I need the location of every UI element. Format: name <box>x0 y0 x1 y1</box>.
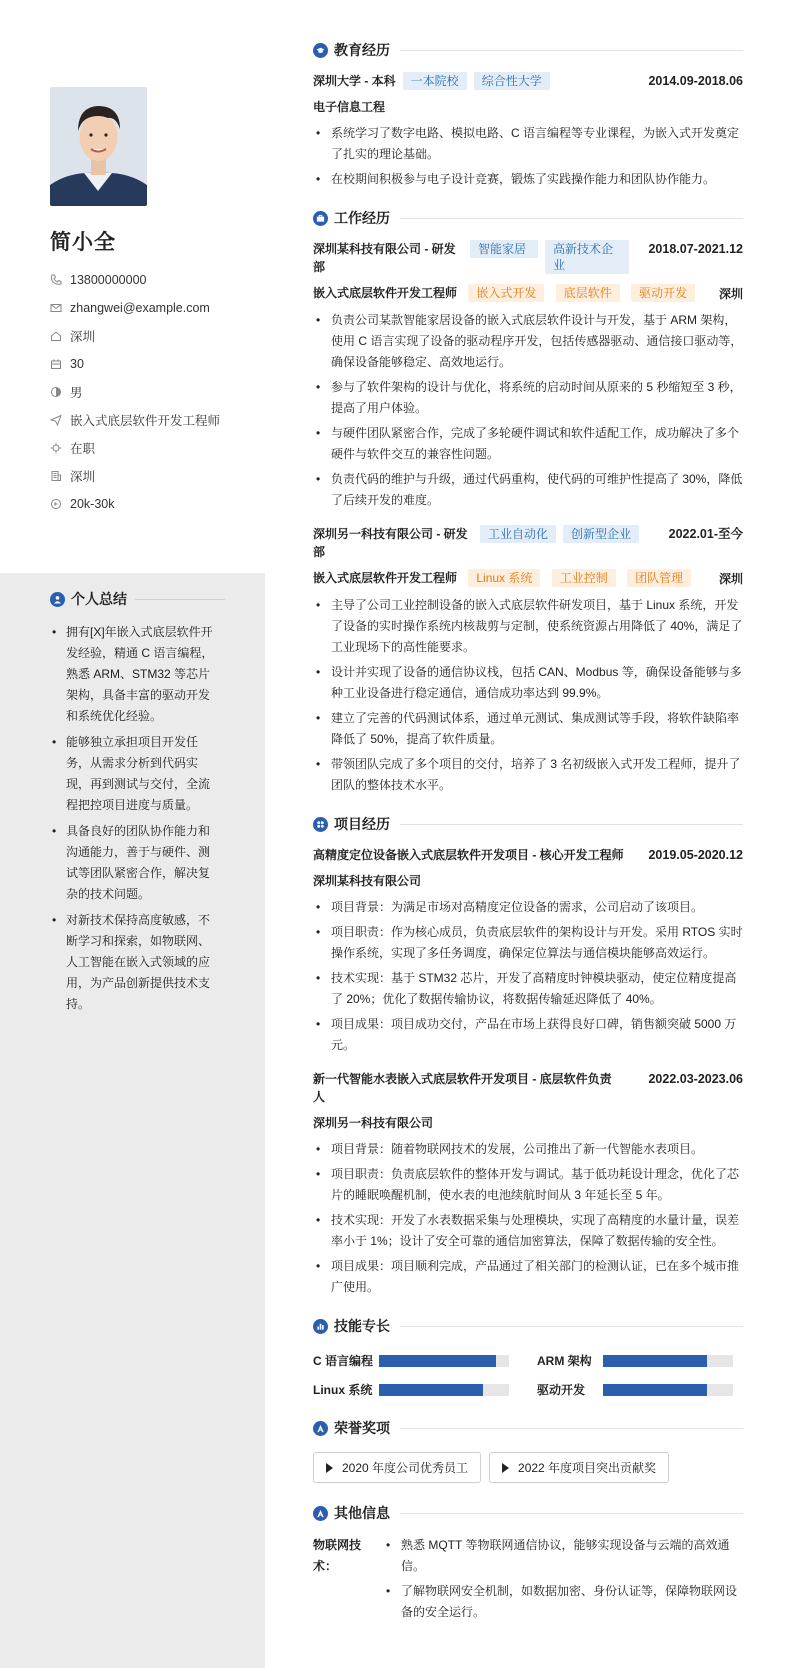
project-company-row <box>313 1114 743 1131</box>
job-bullets <box>313 310 743 511</box>
project-entry-head <box>313 1070 743 1106</box>
job-role-row <box>313 569 743 587</box>
info-salary <box>50 490 220 518</box>
list-item: • 技术实现：基于 STM32 芯片，开发了高精度时钟模块驱动，使定位精度提高了 20%；优化了数据传输协议，将数据传输延迟降低了 40%。 <box>313 968 743 1010</box>
skill-bar <box>379 1384 509 1396</box>
skill-fill <box>603 1384 707 1396</box>
company-tag: 工业自动化 <box>480 525 556 543</box>
awards-heading <box>313 1418 743 1438</box>
info-position-value: 嵌入式底层软件开发工程师 <box>70 414 221 428</box>
awards-title: 荣誉奖项 <box>334 1420 390 1436</box>
project-name: 新一代智能水表嵌入式底层软件开发项目 - 底层软件负责人 <box>313 1072 612 1104</box>
job-city: 深圳 <box>718 571 743 586</box>
summary-item: • 拥有[X]年嵌入式底层软件开发经验，精通 C 语言编程，熟悉 ARM、STM32 等芯片架构，具备丰富的驱动开发和系统优化经验。 <box>50 622 218 727</box>
other-row <box>313 1535 743 1627</box>
skill-item <box>537 1352 743 1369</box>
job-role-row <box>313 284 743 302</box>
job-city: 深圳 <box>718 286 743 301</box>
divider <box>400 824 743 825</box>
info-email-value: zhangwei@example.com <box>70 301 210 315</box>
briefcase-icon <box>313 211 328 226</box>
skill-name: Linux 系统 <box>313 1383 373 1397</box>
project-company: 深圳另一科技有限公司 <box>313 1116 434 1130</box>
info-age <box>50 350 220 378</box>
education-major-row <box>313 98 743 115</box>
skills-grid <box>313 1352 743 1398</box>
summary-item: • 具备良好的团队协作能力和沟通能力，善于与硬件、测试等团队紧密合作，解决复杂的技术问题。 <box>50 821 218 905</box>
list-item: • 技术实现：开发了水表数据采集与处理模块，实现了高精度的水量计量，误差率小于 1%；设计了安全可靠的通信加密算法，保障了数据传输的安全性。 <box>313 1210 743 1252</box>
project-company: 深圳某科技有限公司 <box>313 874 422 888</box>
info-icon <box>313 1506 328 1521</box>
projects-title: 项目经历 <box>334 816 390 832</box>
divider <box>400 1513 743 1514</box>
award-item <box>489 1452 669 1483</box>
other-label: 物联网技术： <box>313 1538 362 1573</box>
summary-item: • 能够独立承担项目开发任务，从需求分析到代码实现，再到测试与交付，全流程把控项目进度与质量。 <box>50 732 218 816</box>
info-work-city-value: 深圳 <box>70 470 96 484</box>
major: 电子信息工程 <box>313 100 386 114</box>
award-label: 2022 年度项目突出贡献奖 <box>518 1461 657 1475</box>
job-company: 深圳另一科技有限公司 - 研发部 <box>313 527 468 559</box>
list-item: • 在校期间积极参与电子设计竞赛，锻炼了实践操作能力和团队协作能力。 <box>313 169 743 190</box>
school-name: 深圳大学 - 本科 <box>313 74 396 88</box>
skill-tag: 嵌入式开发 <box>468 284 544 302</box>
skill-tag: 底层软件 <box>556 284 620 302</box>
job-entry-head <box>313 240 743 276</box>
info-age-value: 30 <box>70 357 84 371</box>
education-date: 2014.09-2018.06 <box>648 74 743 88</box>
education-bullets <box>313 123 743 190</box>
info-phone-value: 13800000000 <box>70 273 147 287</box>
summary-heading <box>50 589 225 609</box>
summary-item: • 对新技术保持高度敏感，不断学习和探索，如物联网、人工智能在嵌入式领域的应用，为产品创新提供技术支持。 <box>50 910 218 1015</box>
list-item: • 系统学习了数字电路、模拟电路、C 语言编程等专业课程，为嵌入式开发奠定了扎实的理论基础。 <box>313 123 743 165</box>
skill-name: C 语言编程 <box>313 1354 374 1368</box>
skill-tag: 驱动开发 <box>631 284 695 302</box>
job-entry-head <box>313 525 743 561</box>
list-item: • 负责公司某款智能家居设备的嵌入式底层软件设计与开发，基于 ARM 架构，使用 C 语言实现了设备的驱动程序开发，包括传感器驱动、通信接口驱动等，确保设备能够稳定、高效地运行。 <box>313 310 743 373</box>
divider <box>400 50 743 51</box>
list-item: • 负责代码的维护与升级，通过代码重构，使代码的可维护性提高了 30%，降低了后续开发的难度。 <box>313 469 743 511</box>
project-date: 2022.03-2023.06 <box>648 1072 743 1086</box>
skills-heading <box>313 1316 743 1336</box>
work-heading <box>313 208 743 228</box>
company-tag: 智能家居 <box>470 240 538 258</box>
job-role: 嵌入式底层软件开发工程师 <box>313 286 458 300</box>
skill-tag: Linux 系统 <box>468 569 540 587</box>
home-icon <box>50 330 70 342</box>
summary-title: 个人总结 <box>71 591 127 607</box>
award-label: 2020 年度公司优秀员工 <box>342 1461 469 1475</box>
skills-title: 技能专长 <box>334 1318 390 1334</box>
other-title: 其他信息 <box>334 1505 390 1521</box>
send-icon <box>50 414 70 426</box>
avatar <box>50 87 147 206</box>
list-item: • 项目职责：负责底层软件的整体开发与调试。基于低功耗设计理念，优化了芯片的睡眠唤醒机制，使水表的电池续航时间从 3 年延长至 5 年。 <box>313 1164 743 1206</box>
info-position <box>50 406 220 434</box>
info-gender <box>50 378 220 406</box>
mail-icon <box>50 302 70 314</box>
list-item: • 项目职责：作为核心成员，负责底层软件的架构设计与开发。采用 RTOS 实时操作系统，实现了多任务调度，确保定位算法与通信模块能够高效运行。 <box>313 922 743 964</box>
list-item: • 熟悉 MQTT 等物联网通信协议，能够实现设备与云端的高效通信。 <box>383 1535 743 1577</box>
list-item: • 项目成果：项目顺利完成，产品通过了相关部门的检测认证，已在多个城市推广使用。 <box>313 1256 743 1298</box>
job-bullets <box>313 595 743 796</box>
other-bullets <box>383 1535 743 1627</box>
info-status <box>50 434 220 462</box>
phone-icon <box>50 274 70 286</box>
info-work-city <box>50 462 220 490</box>
user-icon <box>50 592 65 607</box>
skill-bar <box>603 1355 733 1367</box>
info-email <box>50 294 220 322</box>
project-entry-head <box>313 846 743 864</box>
list-item: • 与硬件团队紧密合作，完成了多轮硬件调试和软件适配工作，成功解决了多个硬件与软件交互的兼容性问题。 <box>313 423 743 465</box>
list-item: • 主导了公司工业控制设备的嵌入式底层软件研发项目，基于 Linux 系统，开发了设备的实时操作系统内核裁剪与定制，使系统资源占用降低了 40%，满足了工业现场下的高性能要求。 <box>313 595 743 658</box>
grid-icon <box>313 817 328 832</box>
skill-tag: 工业控制 <box>552 569 616 587</box>
company-tag: 高新技术企业 <box>545 240 629 274</box>
list-item: • 项目成果：项目成功交付，产品在市场上获得良好口碑，销售额突破 5000 万元。 <box>313 1014 743 1056</box>
skill-fill <box>379 1384 483 1396</box>
project-bullets <box>313 897 743 1056</box>
bar-chart-icon <box>313 1319 328 1334</box>
company-tag: 创新型企业 <box>563 525 639 543</box>
education-entry-head <box>313 72 743 90</box>
education-heading <box>313 40 743 60</box>
list-item: • 设计并实现了设备的通信协议栈，包括 CAN、Modbus 等，确保设备能够与多种工业设备进行稳定通信，通信成功率达到 99.9%。 <box>313 662 743 704</box>
skill-name: ARM 架构 <box>537 1354 592 1368</box>
list-item: • 建立了完善的代码测试体系，通过单元测试、集成测试等手段，将软件缺陷率降低了 50%，提高了软件质量。 <box>313 708 743 750</box>
other-heading <box>313 1503 743 1523</box>
skill-bar <box>379 1355 509 1367</box>
skill-item <box>313 1352 519 1369</box>
project-company-row <box>313 872 743 889</box>
info-status-value: 在职 <box>70 442 96 456</box>
list-item: • 参与了软件架构的设计与优化，将系统的启动时间从原来的 5 秒缩短至 3 秒，提高了用户体验。 <box>313 377 743 419</box>
divider <box>135 599 225 600</box>
list-item: • 项目背景：为满足市场对高精度定位设备的需求，公司启动了该项目。 <box>313 897 743 918</box>
project-name: 高精度定位设备嵌入式底层软件开发项目 - 核心开发工程师 <box>313 848 624 862</box>
info-phone <box>50 266 220 294</box>
building-icon <box>50 470 70 482</box>
play-icon <box>326 1463 333 1473</box>
school-tag: 一本院校 <box>403 72 467 90</box>
divider <box>400 218 743 219</box>
skill-name: 驱动开发 <box>537 1383 586 1397</box>
info-location <box>50 322 220 350</box>
status-icon <box>50 442 70 454</box>
gender-icon <box>50 386 70 398</box>
award-item <box>313 1452 481 1483</box>
skill-fill <box>603 1355 707 1367</box>
info-salary-value: 20k-30k <box>70 497 115 511</box>
skill-tag: 团队管理 <box>627 569 691 587</box>
main-column <box>313 40 743 1627</box>
job-company: 深圳某科技有限公司 - 研发部 <box>313 242 456 274</box>
job-date: 2018.07-2021.12 <box>648 242 743 256</box>
contact-info-list <box>50 266 220 518</box>
play-icon <box>502 1463 509 1473</box>
awards-list <box>313 1452 743 1483</box>
info-gender-value: 男 <box>70 386 83 400</box>
skill-item <box>537 1381 743 1398</box>
school-tag: 综合性大学 <box>474 72 550 90</box>
graduation-cap-icon <box>313 43 328 58</box>
age-icon <box>50 358 70 370</box>
list-item: • 带领团队完成了多个项目的交付，培养了 3 名初级嵌入式开发工程师，提升了团队的整体技术水平。 <box>313 754 743 796</box>
summary-list <box>50 622 218 1020</box>
project-bullets <box>313 1139 743 1298</box>
skill-item <box>313 1381 519 1398</box>
projects-heading <box>313 814 743 834</box>
work-title: 工作经历 <box>334 210 390 226</box>
skill-bar <box>603 1384 733 1396</box>
list-item: • 了解物联网安全机制，如数据加密、身份认证等，保障物联网设备的安全运行。 <box>383 1581 743 1623</box>
candidate-name: 简小全 <box>50 231 116 254</box>
list-item: • 项目背景：随着物联网技术的发展，公司推出了新一代智能水表项目。 <box>313 1139 743 1160</box>
divider <box>400 1326 743 1327</box>
salary-icon <box>50 498 70 510</box>
job-date: 2022.01-至今 <box>668 527 743 541</box>
award-icon <box>313 1421 328 1436</box>
divider <box>400 1428 743 1429</box>
info-location-value: 深圳 <box>70 330 96 344</box>
job-role: 嵌入式底层软件开发工程师 <box>313 571 458 585</box>
skill-fill <box>379 1355 496 1367</box>
education-title: 教育经历 <box>334 42 390 58</box>
project-date: 2019.05-2020.12 <box>648 848 743 862</box>
